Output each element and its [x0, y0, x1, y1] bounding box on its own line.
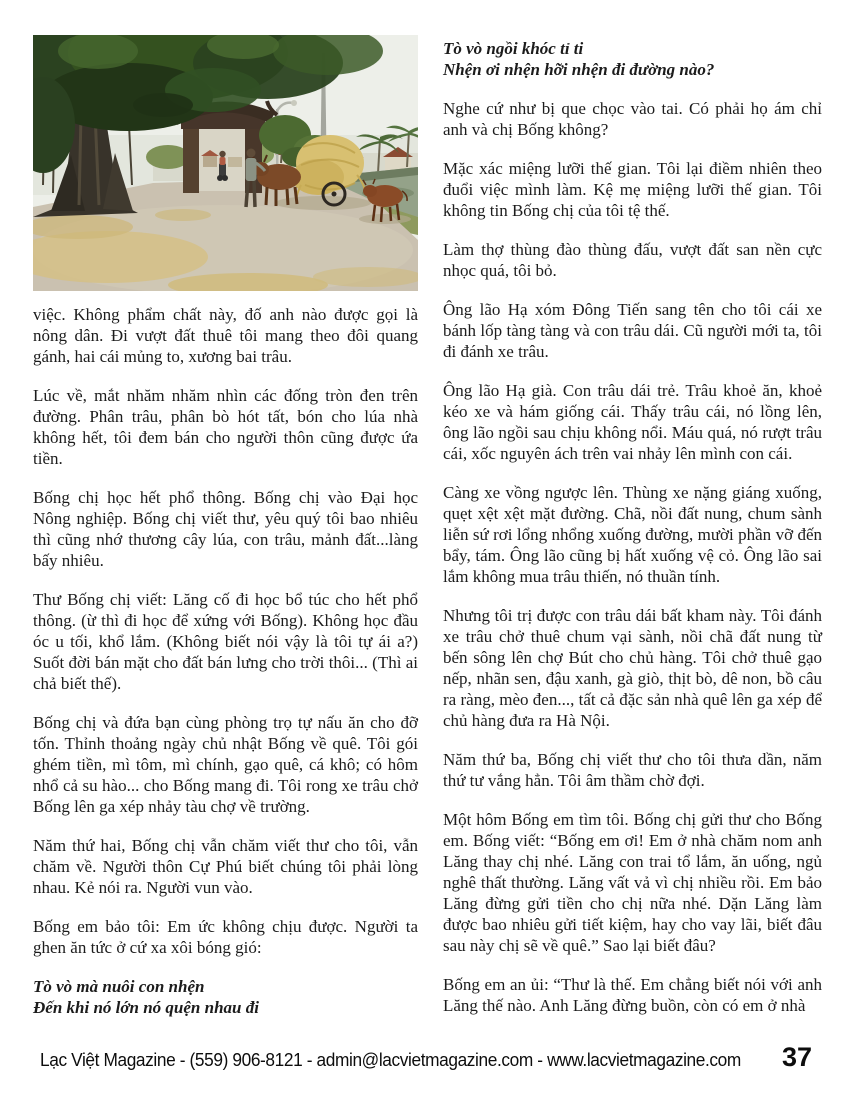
- page-number: 37: [781, 1042, 812, 1072]
- village-scene-illustration: [33, 35, 418, 291]
- left-column-text: [33, 304, 418, 1018]
- body-paragraph: Bống chị và đứa bạn cùng phòng trọ tự nấu ăn cho đỡ tốn. Thỉnh thoảng ngày chủ nhật Bống về quê. Tôi gói ghém tiền, mì tôm, mì chính, gạo quê, cá khô; có hôm nhổ cả su hào... cho Bống mang đi. Tôi rong xe trâu chở Bống lên ga xép nhảy tàu chợ về trường.: [33, 713, 418, 816]
- body-paragraph: Ông lão Hạ già. Con trâu dái trẻ. Trâu khoẻ ăn, khoẻ kéo xe và hám giống cái. Thấy trâu cái, nó lồng lên, ông lão ngồi sau chịu không nổi. Máu quá, nó rượt trâu cái, xốc nguyên ách trên vai nhảy lên mình con cái.: [443, 381, 822, 463]
- body-paragraph: Bống em bảo tôi: Em ức không chịu được. Người ta ghen ăn tức ở cứ xa xôi bóng gió:: [33, 917, 418, 957]
- verse-couplet: Tò vò mà nuôi con nhện Đến khi nó lớn nó quện nhau đi: [33, 977, 259, 1017]
- village-photo: [33, 35, 418, 291]
- body-paragraph: Càng xe vồng ngược lên. Thùng xe nặng giáng xuống, quẹt xệt xệt mặt đường. Chã, nồi đất nung, chum sành liễn sứ rơi lổng nhổng xuống đường, mười phần vỡ đến bẩy, tám. Ông lão cũng bị hất xuống vệ cỏ. Ông lão sai lắm không mua trâu thiến, nó thuần tính.: [443, 483, 822, 586]
- body-paragraph: Nhưng tôi trị được con trâu dái bất kham này. Tôi đánh xe trâu chở thuê chum vại sành, nồi chã đất nung từ bến sông lên chợ Bút cho chủ hàng. Tôi chở thuê gạo nếp, nhãn sen, đậu xanh, gà giò, thịt bò, dê non, bồ câu ra ràng, mèo đen..., tất cả đặc sản nhà quê lên ga xép để chủ hàng đưa ra Hà Nội.: [443, 606, 822, 730]
- body-paragraph: Thư Bống chị viết: Lăng cố đi học bổ túc cho hết phổ thông. (ừ thì đi học để xứng với Bống). Không học đầu óc u tối, khổ lắm. (Không biết nói vậy là tôi tự ái a?) Suốt đời bán mặt cho đất bán lưng cho trời thôi... (Thì ai chả biết thế).: [33, 590, 418, 693]
- body-paragraph: Lúc về, mắt nhăm nhăm nhìn các đống tròn đen trên đường. Phân trâu, phân bò hót tất, bón cho lúa nhà không hết, tôi đem bán cho người thôn cũng được ứa tiền.: [33, 386, 418, 468]
- body-paragraph: Làm thợ thùng đào thùng đấu, vượt đất san nền cực nhọc quá, tôi bỏ.: [443, 240, 822, 280]
- page-footer: [40, 1042, 812, 1073]
- body-paragraph: Mặc xác miệng lưỡi thế gian. Tôi lại điềm nhiên theo đuổi việc mình làm. Kệ mẹ miệng lưỡi thế gian. Tôi không tin Bống chị của tôi tệ thế.: [443, 159, 822, 220]
- body-paragraph: Bống em an ủi: “Thư là thế. Em chẳng biết nói với anh Lăng thế nào. Anh Lăng đừng buồn, còn có em ở nhà: [443, 975, 822, 1015]
- body-paragraph: Năm thứ hai, Bống chị vẫn chăm viết thư cho tôi, vẫn chăm về. Người thôn Cự Phú biết chúng tôi phải lòng nhau. Kẻ nói ra. Người vun vào.: [33, 836, 418, 897]
- body-paragraph: Năm thứ ba, Bống chị viết thư cho tôi thưa dần, năm thứ tư vắng hẳn. Tôi âm thầm chờ đợi.: [443, 750, 822, 790]
- verse-couplet: Tò vò ngồi khóc tỉ ti Nhện ơi nhện hỡi nhện đi đường nào?: [443, 39, 715, 79]
- body-paragraph: Bống chị học hết phổ thông. Bống chị vào Đại học Nông nghiệp. Bống chị viết thư, yêu quý tôi bao nhiêu thì cũng nhớ thương cây lúa, con trâu, mảnh đất...làng bấy nhiêu.: [33, 488, 418, 570]
- body-paragraph: Ông lão Hạ xóm Đông Tiến sang tên cho tôi cái xe bánh lốp tàng tàng và con trâu dái. Cũ người mới ta, tôi đi đánh xe trâu.: [443, 300, 822, 361]
- page-content: [33, 35, 822, 1036]
- body-paragraph: việc. Không phẩm chất này, đố anh nào được gọi là nông dân. Đi vượt đất thuê tôi mang theo đôi quang gánh, hai cái mủng to, xương bai trâu.: [33, 305, 418, 366]
- right-column: [443, 35, 822, 1036]
- left-column: [33, 35, 418, 1036]
- footer-contact-line: Lạc Việt Magazine - (559) 906-8121 - admin@lacvietmagazine.com - www.lacvietmagazine.com: [40, 1050, 741, 1070]
- body-paragraph: Một hôm Bống em tìm tôi. Bống chị gửi thư cho Bống em. Bống viết: “Bống em ơi! Em ở nhà chăm nom anh Lăng thay chị nhé. Lăng con trai tổ lắm, ăn uống, ngủ nghê thất thường. Lăng vất vả vì chị nhiều rồi. Em bảo Lăng đừng gửi tiền cho chị nữa nhé. Dặn Lăng làm được bao nhiêu gửi tiết kiệm, hay cho vay lãi, biết đâu sau này chị sẽ về quê.” Sao lại biết đâu?: [443, 810, 822, 955]
- right-column-text: [443, 38, 822, 1016]
- body-paragraph: Nghe cứ như bị que chọc vào tai. Có phải họ ám chỉ anh và chị Bống không?: [443, 99, 822, 139]
